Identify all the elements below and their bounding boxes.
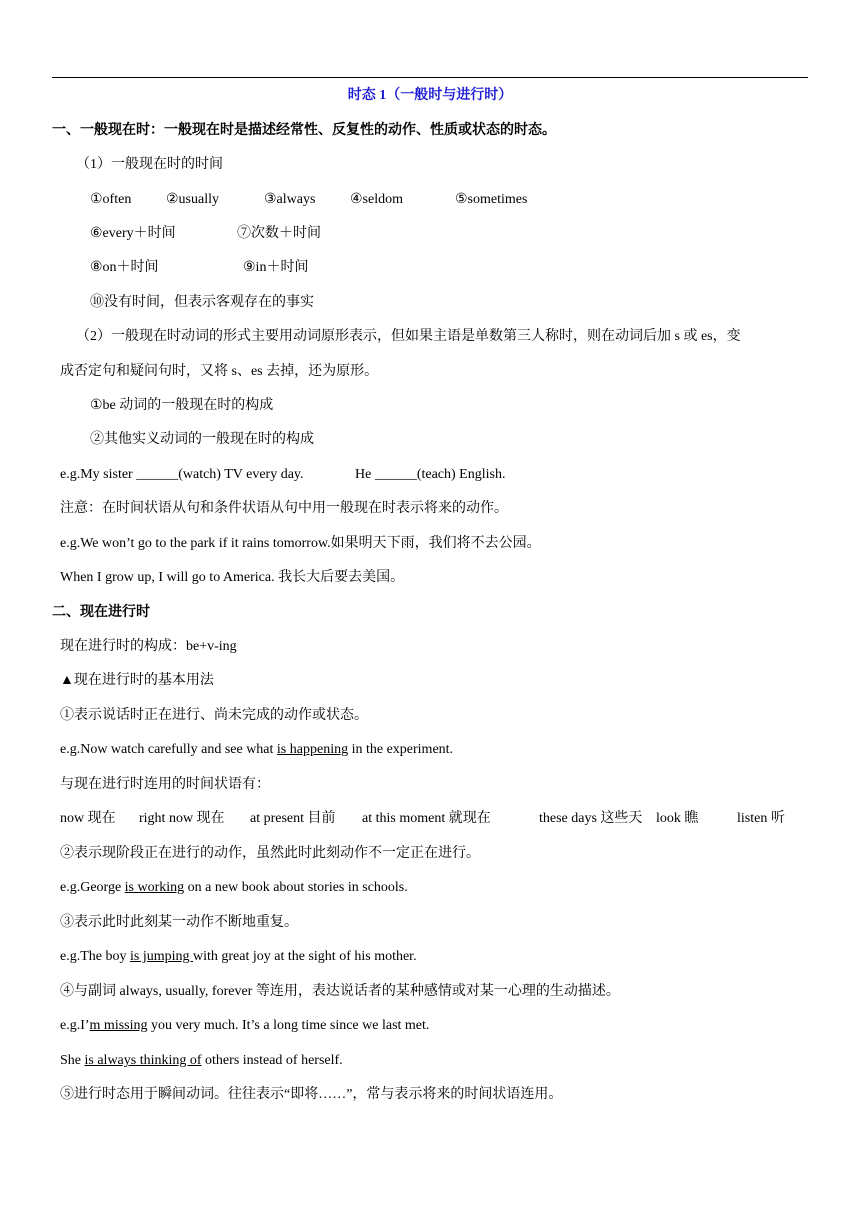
example-text: e.g.I’	[60, 1018, 90, 1033]
adverbial: at this moment 就现在	[362, 811, 491, 826]
example-text: on a new book about stories in schools.	[184, 880, 408, 895]
adverbial: now 现在	[60, 811, 116, 826]
time-words-row-2	[90, 224, 321, 244]
example-1	[60, 465, 505, 485]
adverbials-title: 与现在进行时连用的时间状语有：	[60, 777, 270, 792]
header-rule	[52, 77, 808, 78]
time-words-row-1	[90, 190, 527, 210]
underlined-verb: is happening	[276, 742, 349, 757]
section-1-heading: 一、一般现在时：一般现在时是描述经常性、反复性的动作、性质或状态的时态。	[52, 123, 556, 138]
example-3: When I grow up, I will go to America. 我长大后要去美国。	[60, 570, 405, 585]
underlined-verb: is always thinking of	[84, 1053, 202, 1068]
usage-1-example	[60, 740, 453, 760]
be-verb-form: ①be 动词的一般现在时的构成	[90, 398, 274, 413]
page-title: 时态 1（一般时与进行时）	[347, 88, 513, 103]
subsection-1-2-line-2: 成否定句和疑问句时，又将 s、es 去掉，还为原形。	[60, 364, 379, 379]
adverbial: these days 这些天	[539, 811, 643, 826]
usage-4-example-2	[60, 1051, 343, 1071]
example-text: e.g.George	[60, 880, 125, 895]
usage-5: ⑤进行时态用于瞬间动词。往往表示“即将……”，常与表示将来的时间状语连用。	[60, 1087, 563, 1102]
underlined-verb: m missing	[89, 1018, 148, 1033]
time-word: ⑦次数＋时间	[237, 226, 321, 241]
other-verb-form: ②其他实义动词的一般现在时的构成	[90, 432, 314, 447]
present-continuous-form: 现在进行时的构成：be+v-ing	[60, 639, 237, 654]
example-text: in the experiment.	[348, 742, 454, 757]
adverbial: right now 现在	[139, 811, 225, 826]
example-text: with great joy at the sight of his mother.	[193, 949, 417, 964]
note: 注意：在时间状语从句和条件状语从句中用一般现在时表示将来的动作。	[60, 501, 508, 516]
time-word: ⑤sometimes	[455, 192, 528, 207]
example-text: others instead of herself.	[201, 1053, 343, 1068]
time-words-row-4: ⑩没有时间，但表示客观存在的事实	[90, 295, 314, 310]
usage-3-example	[60, 947, 417, 967]
usage-2-example	[60, 878, 408, 898]
time-word: ⑥every＋时间	[90, 226, 176, 241]
example-1b: He ______(teach) English.	[355, 467, 506, 482]
example-text: e.g.The boy	[60, 949, 130, 964]
adverbial: listen 听	[737, 811, 785, 826]
time-word: ⑧on＋时间	[90, 260, 159, 275]
time-word: ④seldom	[350, 192, 403, 207]
adverbials-row	[60, 809, 785, 829]
time-word: ①often	[90, 192, 132, 207]
adverbial: at present 目前	[250, 811, 336, 826]
time-word: ②usually	[166, 192, 219, 207]
subsection-1-2-line-1: （2）一般现在时动词的形式主要用动词原形表示，但如果主语是单数第三人称时，则在动词后加 s 或 es，变	[76, 329, 741, 344]
usage-1: ①表示说话时正在进行、尚未完成的动作或状态。	[60, 708, 368, 723]
section-2-heading: 二、现在进行时	[52, 605, 150, 620]
underlined-verb: is jumping	[129, 949, 193, 964]
usage-3: ③表示此时此刻某一动作不断地重复。	[60, 915, 298, 930]
adverbial: look 瞧	[656, 811, 699, 826]
example-text: She	[60, 1053, 85, 1068]
example-1a: e.g.My sister ______(watch) TV every day.	[60, 467, 304, 482]
time-word: ③always	[264, 192, 316, 207]
time-words-row-3	[90, 258, 308, 278]
usage-4-example-1	[60, 1016, 429, 1036]
example-text: e.g.Now watch carefully and see what	[60, 742, 277, 757]
time-word: ⑨in＋时间	[243, 260, 309, 275]
underlined-verb: is working	[124, 880, 185, 895]
basic-usage-heading: ▲现在进行时的基本用法	[60, 673, 214, 688]
usage-4: ④与副词 always, usually, forever 等连用，表达说话者的某种感情或对某一心理的生动描述。	[60, 984, 620, 999]
example-text: you very much. It’s a long time since we last met.	[147, 1018, 430, 1033]
subsection-1-1: （1）一般现在时的时间	[76, 157, 223, 172]
example-2: e.g.We won’t go to the park if it rains tomorrow.如果明天下雨，我们将不去公园。	[60, 536, 541, 551]
usage-2: ②表示现阶段正在进行的动作，虽然此时此刻动作不一定正在进行。	[60, 846, 480, 861]
